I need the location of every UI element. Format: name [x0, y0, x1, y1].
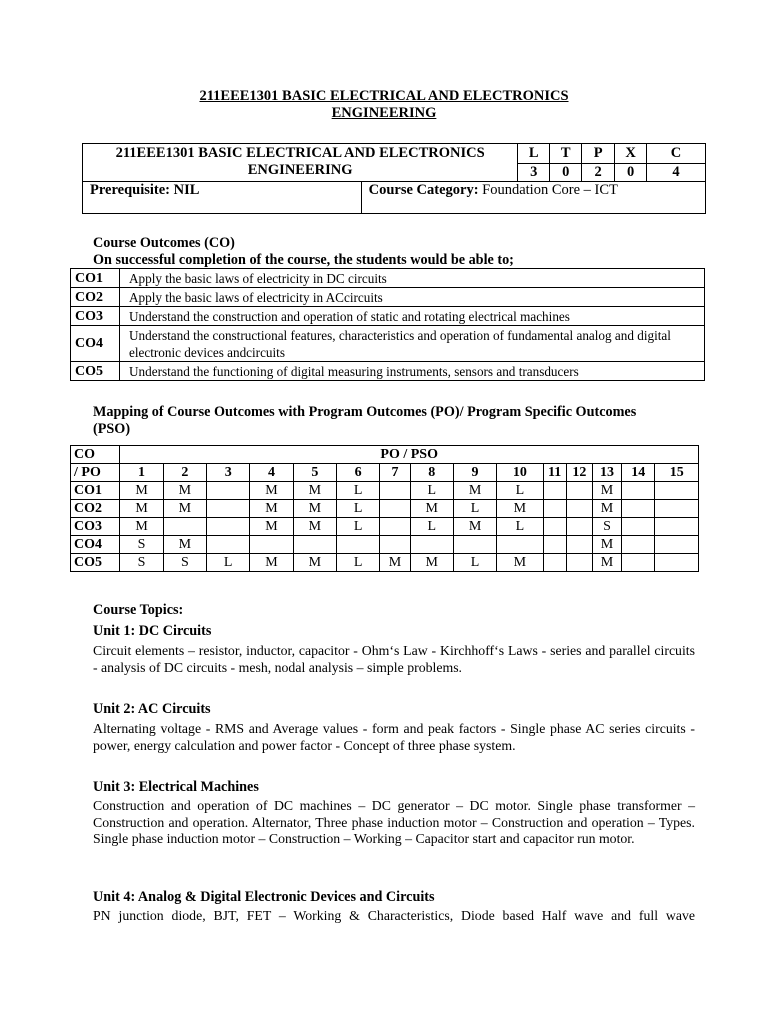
mapping-column-row [71, 464, 699, 482]
mapping-heading-line1: Mapping of Course Outcomes with Program Outcomes (PO)/ Program Specific Outcomes [93, 404, 637, 420]
course-name-cell [83, 144, 518, 182]
po-column-header: 13 [592, 464, 621, 482]
po-column-header: 7 [380, 464, 410, 482]
mapping-cell [622, 554, 655, 572]
mapping-cell: L [410, 518, 453, 536]
co-po-mapping-table [70, 445, 699, 572]
mapping-cell [655, 536, 699, 554]
mapping-cell: M [163, 482, 206, 500]
co-text: Apply the basic laws of electricity in DC circuits [120, 269, 705, 288]
mapping-corner-bottom: / PO [71, 464, 120, 482]
mapping-corner-top: CO [71, 446, 120, 464]
mapping-cell [622, 536, 655, 554]
ltpxc-value-p: 2 [582, 164, 615, 182]
mapping-cell [497, 536, 543, 554]
mapping-cell [337, 536, 380, 554]
mapping-cell: M [410, 554, 453, 572]
co-code: CO3 [71, 307, 120, 326]
mapping-cell: M [380, 554, 410, 572]
mapping-cell [543, 554, 566, 572]
mapping-cell [410, 536, 453, 554]
mapping-cell: L [337, 482, 380, 500]
ltpxc-label-t: T [550, 144, 582, 164]
course-header-table [82, 143, 706, 214]
po-column-header: 12 [566, 464, 592, 482]
mapping-row-co: CO4 [71, 536, 120, 554]
mapping-cell: M [250, 500, 293, 518]
co-text: Understand the constructional features, characteristics and operation of fundamental analog and digital electronic devices andcircuits [120, 326, 705, 362]
po-column-header: 8 [410, 464, 453, 482]
page-title-line2: ENGINEERING [331, 105, 437, 121]
co-code: CO2 [71, 288, 120, 307]
mapping-cell: M [592, 482, 621, 500]
unit-description: Construction and operation of DC machines – DC generator – DC motor. Single phase transformer – Construction and operation. Alternator, Three phase induction motor – Construction and operation – Types. Single phase induction motor – Construction – Working – Capacitor start and capacitor run motor. [93, 798, 695, 847]
mapping-cell: M [293, 554, 336, 572]
ltpxc-label-x: X [615, 144, 647, 164]
course-category-label: Course Category: [368, 182, 479, 198]
mapping-cell: S [163, 554, 206, 572]
mapping-cell [566, 500, 592, 518]
po-column-header: 14 [622, 464, 655, 482]
mapping-cell [543, 482, 566, 500]
mapping-cell [655, 518, 699, 536]
mapping-cell [622, 500, 655, 518]
mapping-cell [655, 554, 699, 572]
co-code: CO1 [71, 269, 120, 288]
mapping-row [71, 500, 699, 518]
mapping-heading-line2: (PSO) [93, 421, 131, 437]
mapping-cell [566, 518, 592, 536]
mapping-cell: L [337, 518, 380, 536]
mapping-cell: S [120, 554, 163, 572]
unit-title: Unit 4: Analog & Digital Electronic Devices and Circuits [93, 889, 435, 905]
mapping-cell: M [410, 500, 453, 518]
ltpxc-value-t: 0 [550, 164, 582, 182]
unit-description: Circuit elements – resistor, inductor, capacitor - Ohm‘s Law - Kirchhoff‘s Laws - series and parallel circuits - analysis of DC circuits - mesh, nodal analysis – simple problems. [93, 643, 695, 675]
co-row [71, 307, 705, 326]
mapping-cell [207, 482, 250, 500]
mapping-cell: L [410, 482, 453, 500]
mapping-cell [250, 536, 293, 554]
ltpxc-value-l: 3 [518, 164, 550, 182]
course-outcomes-table [70, 268, 705, 381]
po-column-header: 1 [120, 464, 163, 482]
co-row [71, 326, 705, 362]
mapping-row [71, 518, 699, 536]
mapping-cell [543, 518, 566, 536]
prerequisite-cell: Prerequisite: NIL [83, 182, 362, 214]
mapping-cell: M [453, 518, 496, 536]
mapping-cell [207, 518, 250, 536]
co-code: CO5 [71, 362, 120, 381]
co-row [71, 288, 705, 307]
course-topics-heading: Course Topics: [93, 602, 184, 618]
mapping-cell [380, 482, 410, 500]
po-column-header: 15 [655, 464, 699, 482]
ltpxc-label-l: L [518, 144, 550, 164]
mapping-cell: M [250, 518, 293, 536]
co-code: CO4 [71, 326, 120, 362]
ltpxc-value-c: 4 [647, 164, 706, 182]
mapping-cell [655, 482, 699, 500]
mapping-cell [622, 518, 655, 536]
mapping-row [71, 554, 699, 572]
mapping-cell: L [337, 554, 380, 572]
page-title-line1: 211EEE1301 BASIC ELECTRICAL AND ELECTRONICS [199, 88, 569, 104]
ltpxc-label-p: P [582, 144, 615, 164]
mapping-cell: L [497, 518, 543, 536]
mapping-row-co: CO2 [71, 500, 120, 518]
mapping-cell: L [453, 500, 496, 518]
mapping-cell [207, 536, 250, 554]
mapping-cell: M [497, 554, 543, 572]
mapping-cell [380, 500, 410, 518]
mapping-cell: L [453, 554, 496, 572]
mapping-cell: M [592, 500, 621, 518]
mapping-row-co: CO5 [71, 554, 120, 572]
mapping-cell [163, 518, 206, 536]
mapping-cell [543, 536, 566, 554]
mapping-cell [453, 536, 496, 554]
mapping-cell: S [120, 536, 163, 554]
mapping-cell: M [453, 482, 496, 500]
co-text: Understand the functioning of digital measuring instruments, sensors and transducers [120, 362, 705, 381]
mapping-cell: M [163, 536, 206, 554]
course-category-value: Foundation Core – ICT [478, 182, 618, 198]
mapping-cell [380, 518, 410, 536]
po-column-header: 5 [293, 464, 336, 482]
course-outcomes-heading: Course Outcomes (CO) [93, 235, 235, 251]
unit-title: Unit 2: AC Circuits [93, 701, 211, 717]
mapping-cell: S [592, 518, 621, 536]
course-outcomes-subheading: On successful completion of the course, the students would be able to; [93, 252, 514, 268]
mapping-cell: M [120, 482, 163, 500]
mapping-cell: M [592, 536, 621, 554]
mapping-cell [566, 554, 592, 572]
mapping-cell [207, 500, 250, 518]
mapping-cell: M [497, 500, 543, 518]
mapping-row [71, 536, 699, 554]
mapping-cell [566, 536, 592, 554]
mapping-cell: L [207, 554, 250, 572]
mapping-cell: M [120, 500, 163, 518]
mapping-cell [543, 500, 566, 518]
mapping-row [71, 482, 699, 500]
unit-title: Unit 1: DC Circuits [93, 623, 212, 639]
co-row [71, 362, 705, 381]
course-category-cell [361, 182, 705, 214]
po-column-header: 11 [543, 464, 566, 482]
unit-description: PN junction diode, BJT, FET – Working & Characteristics, Diode based Half wave and full wave [93, 908, 695, 923]
mapping-cell: M [250, 554, 293, 572]
po-column-header: 9 [453, 464, 496, 482]
mapping-cell: M [592, 554, 621, 572]
course-name-line1: 211EEE1301 BASIC ELECTRICAL AND ELECTRONICS [115, 145, 485, 161]
co-row [71, 269, 705, 288]
unit-title: Unit 3: Electrical Machines [93, 779, 259, 795]
po-column-header: 3 [207, 464, 250, 482]
mapping-cell: M [120, 518, 163, 536]
ltpxc-value-x: 0 [615, 164, 647, 182]
mapping-cell [293, 536, 336, 554]
mapping-header-row [71, 446, 699, 464]
mapping-cell [380, 536, 410, 554]
mapping-row-co: CO1 [71, 482, 120, 500]
mapping-row-co: CO3 [71, 518, 120, 536]
mapping-cell [655, 500, 699, 518]
mapping-cell: L [337, 500, 380, 518]
mapping-cell: M [293, 518, 336, 536]
mapping-cell: M [293, 500, 336, 518]
mapping-cell: M [293, 482, 336, 500]
mapping-heading [93, 404, 713, 438]
page-title [0, 88, 768, 122]
mapping-cell: L [497, 482, 543, 500]
co-text: Understand the construction and operation of static and rotating electrical machines [120, 307, 705, 326]
mapping-cell [566, 482, 592, 500]
po-column-header: 6 [337, 464, 380, 482]
po-column-header: 4 [250, 464, 293, 482]
unit-description: Alternating voltage - RMS and Average values - form and peak factors - Single phase AC series circuits - power, energy calculation and power factor - Concept of three phase system. [93, 721, 695, 753]
ltpxc-label-c: C [647, 144, 706, 164]
co-text: Apply the basic laws of electricity in ACcircuits [120, 288, 705, 307]
po-column-header: 10 [497, 464, 543, 482]
mapping-cell: M [163, 500, 206, 518]
mapping-cell [622, 482, 655, 500]
mapping-cell: M [250, 482, 293, 500]
po-column-header: 2 [163, 464, 206, 482]
mapping-group-label: PO / PSO [120, 446, 699, 464]
course-name-line2: ENGINEERING [247, 162, 353, 178]
